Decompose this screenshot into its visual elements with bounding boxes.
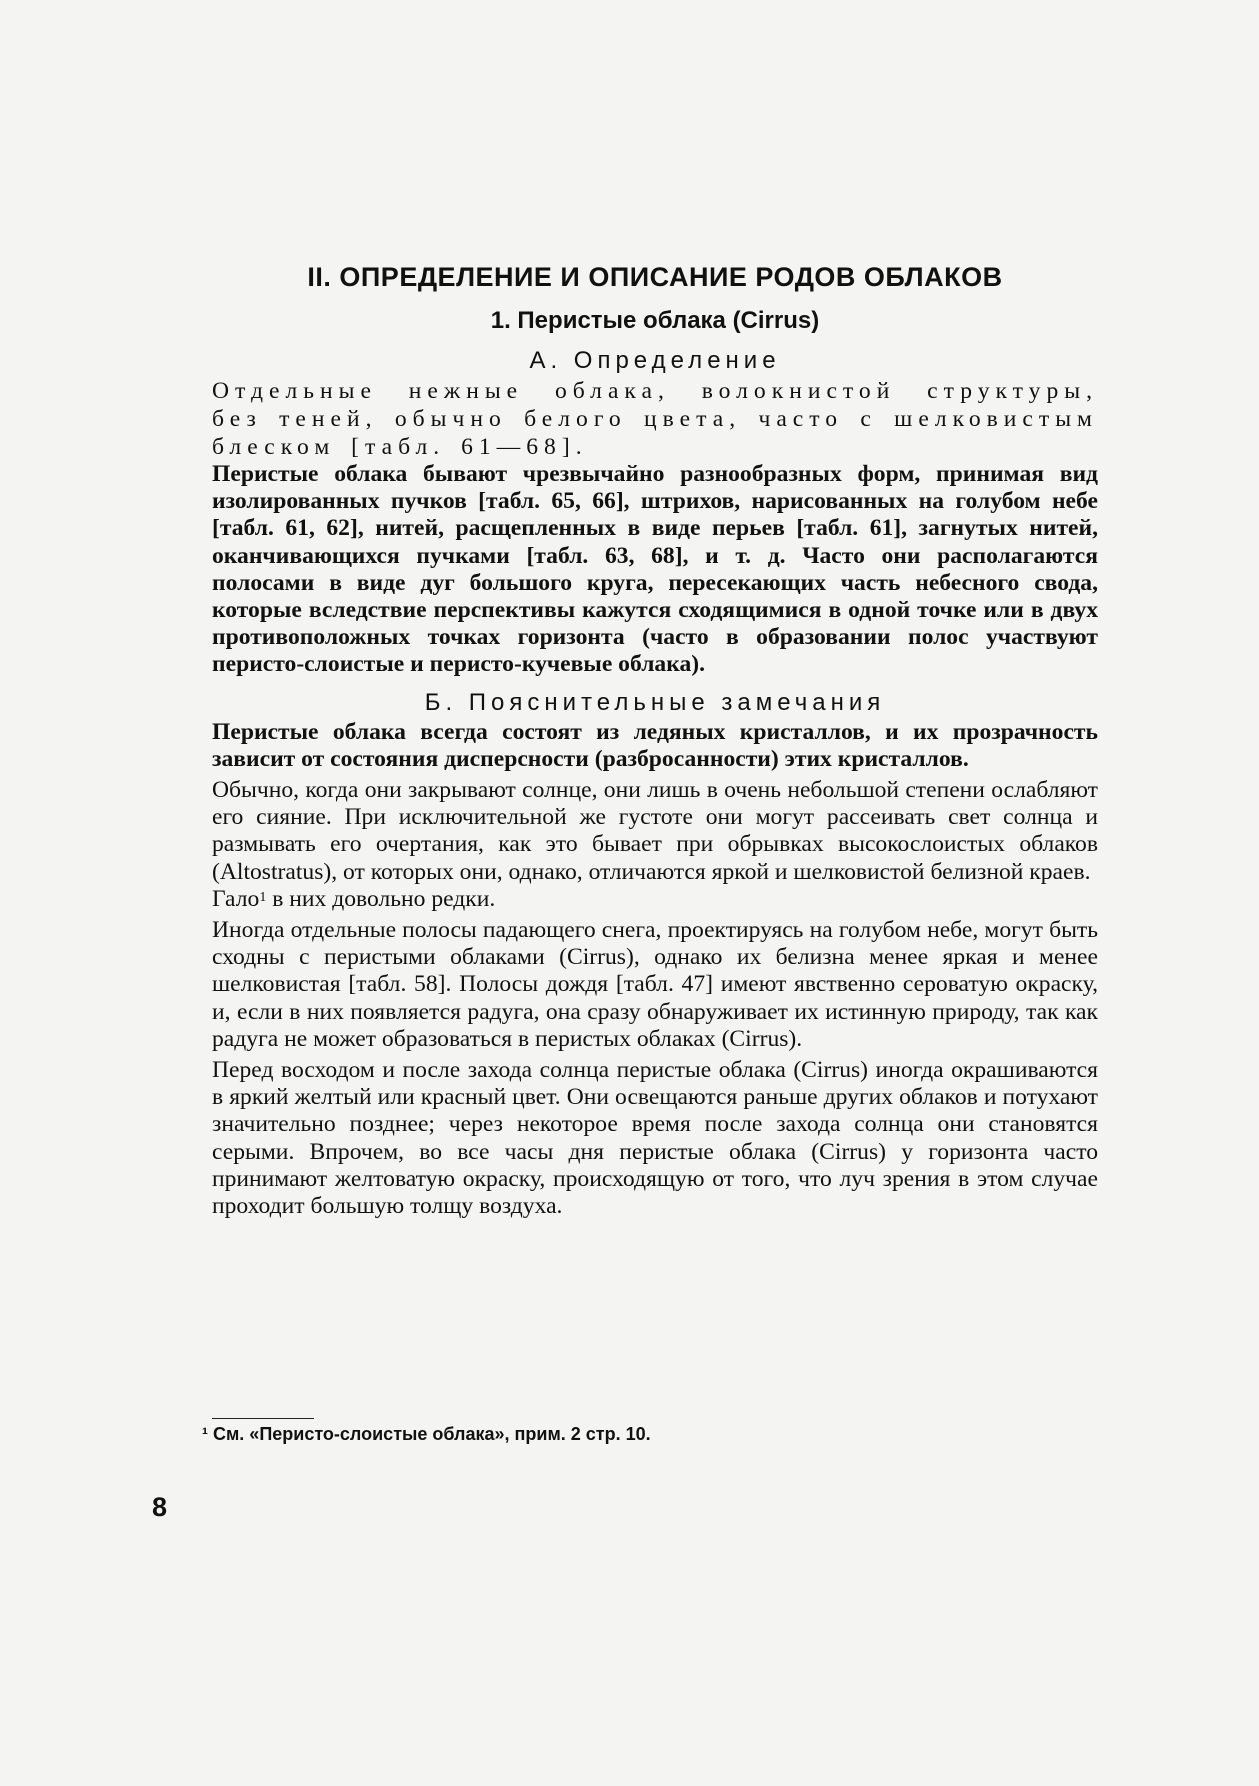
footnote: ¹ См. «Перисто-слоистые облака», прим. 2 стр. 10. bbox=[202, 1424, 651, 1444]
paragraph: Обычно, когда они закрывают солнце, они лишь в очень небольшой степени ослабляют его сияние. При исключительной же густоте они могут рассеивать свет солнца и размывать его очертания, как это бывает при обрывках высокослоистых облаков (Altostratus), от которых они, однако, отличаются яркой и шелковистой белизной краев. bbox=[212, 777, 1098, 885]
page-number: 8 bbox=[152, 1492, 168, 1522]
paragraph: Отдельные нежные облака, волокнистой структуры, без теней, обычно белого цвета, часто с шелковистым блеском [табл. 61—68]. bbox=[212, 378, 1098, 460]
subsection-heading-remarks: Б. Пояснительные замечания bbox=[424, 688, 886, 716]
paragraph: Перистые облака бывают чрезвычайно разнообразных форм, принимая вид изолированных пучков [табл. 65, 66], штрихов, нарисованных на голубом небе [табл. 61, 62], нитей, расщепленных в виде перьев [табл. 61], загнутых нитей, оканчивающихся пучками [табл. 63, 68], и т. д. Часто они располагаются полосами в виде дуг большого круга, пересекающих часть небесного свода, которые вследствие перспективы кажутся сходящимися в одной точке или в двух противоположных точках горизонта (часто в образовании полос участвуют перисто-слоистые и перисто-кучевые облака). bbox=[212, 461, 1098, 678]
paragraph: Перед восходом и после захода солнца перистые облака (Cirrus) иногда окрашиваются в яркий желтый или красный цвет. Они освещаются раньше других облаков и потухают значительно позднее; через некоторое время после захода солнца они становятся серыми. Впрочем, во все часы дня перистые облака (Cirrus) у горизонта часто принимают желтоватую окраску, происходящую от того, что луч зрения в этом случае проходит большую толщу воздуха. bbox=[212, 1057, 1098, 1220]
halo-text: Гало bbox=[212, 885, 260, 912]
paragraph-halo bbox=[212, 886, 1098, 913]
section-title: 1. Перистые облака (Cirrus) bbox=[490, 307, 820, 334]
halo-rest: в них довольно редки. bbox=[266, 885, 496, 912]
paragraph: Перистые облака всегда состоят из ледяных кристаллов, и их прозрачность зависит от состояния дисперсности (разбросанности) этих кристаллов. bbox=[212, 718, 1098, 772]
footnote-reference: 1 bbox=[259, 889, 267, 905]
chapter-title: II. ОПРЕДЕЛЕНИЕ И ОПИСАНИЕ РОДОВ ОБЛАКОВ bbox=[307, 262, 1003, 292]
subsection-heading-definition: А. Определение bbox=[529, 347, 781, 374]
paragraph: Иногда отдельные полосы падающего снега, проектируясь на голубом небе, могут быть сходны с перистыми облаками (Cirrus), однако их белизна менее яркая и менее шелковистая [табл. 58]. Полосы дождя [табл. 47] имеют явственно сероватую окраску, и, если в них появляется радуга, она сразу обнаруживает их истинную природу, так как радуга не может образоваться в перистых облаках (Cirrus). bbox=[212, 917, 1098, 1052]
text-column bbox=[212, 262, 1098, 1220]
footnote-divider bbox=[212, 1418, 314, 1419]
